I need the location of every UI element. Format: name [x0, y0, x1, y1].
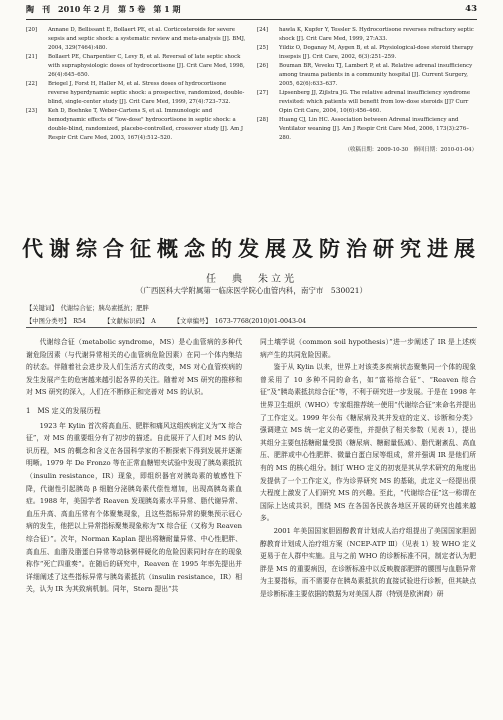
classification-line [26, 316, 322, 325]
document-code: 【文献标识码】 A [104, 318, 156, 325]
article-title: 代谢综合征概念的发展及防治研究进展 [22, 236, 481, 261]
reference-text: hawla K, Kupfer Y, Tessler S. Hydrocortisone reverses refractory septic shock [J]. Crit Care Med, 1999, 27:A33. [279, 27, 474, 42]
reference-item [257, 89, 477, 116]
body-paragraph: 同土壤学说（common soil hypothesis）”进一步阐述了 IR 是上述疾病产生的共同危险因素。 [260, 338, 476, 359]
reference-text: Huang CJ, Lin HC. Association between Adrenal insufficiency and Ventilator weaning [J]. Am J Respir Crit Care Med, 2006, 173(3):276–280. [279, 117, 469, 141]
section-heading: 1 MS 定义的发展历程 [26, 406, 101, 415]
reference-item [257, 26, 477, 44]
reference-text: Annane D, Bellissant E, Bollaert PE, et al. Corticosteroids for severe sepsis and septic shock: a systematic review and meta-analysis [J]. BMJ, 2004, 329(7464):480. [48, 27, 246, 51]
reference-number: [25] [257, 45, 269, 51]
reference-number: [27] [257, 90, 269, 96]
reference-item [26, 53, 246, 80]
article-number: 【文章编号】 1673-7768(2010)01-0043-04 [173, 318, 307, 325]
reference-text: Bouman BR, Veveku TJ, Lambert P, et al. Relative adrenal insufficiency among trauma patients in a community hospital [J]. Current Surgery, 2005, 62(6):633–637. [279, 63, 473, 87]
meta-rule [26, 327, 477, 328]
authors: 任 典 朱立光 [206, 274, 297, 285]
running-header [26, 4, 477, 18]
page-number: 43 [465, 4, 477, 14]
reference-number: [23] [26, 108, 38, 114]
journal-info: 陶 刊 2010 年 2 月 第 5 卷 第 1 期 [26, 4, 181, 14]
keywords: 【关键词】 代谢综合征；胰岛素抵抗；肥胖 [26, 305, 149, 312]
reference-number: [22] [26, 81, 38, 87]
reference-number: [26] [257, 63, 269, 69]
reference-number: [24] [257, 27, 269, 33]
reference-item [257, 116, 477, 143]
reference-number: [21] [26, 54, 38, 60]
reference-item [26, 107, 246, 143]
references-left [26, 26, 246, 143]
reference-item [26, 26, 246, 53]
body-paragraph: 2001 年美国国家胆固醇教育计划成人治疗组提出了美国国家胆固醇教育计划成人治疗组方案（NCEP-ATP Ⅲ）（见表 1）较 WHO 定义更易于在人群中实施。且与之前 WHO 的诊断标准不同，制定者认为肥胖是 MS 的重要病因，在诊断标准中以反映腹部肥胖的腰围与血脂异常为主要指标，而不需要存在胰岛素抵抗的直接试验进行诊断，但其缺点是诊断标准主要依据的数据为对美国人群（特别是欧洲裔）研 [260, 526, 476, 598]
header-rule [26, 19, 477, 20]
reference-number: [20] [26, 27, 38, 33]
body-column-left [26, 336, 242, 596]
reference-item [257, 62, 477, 89]
reference-text: Briegel J, Forst H, Haller M, et al. Stress doses of hydrocortisone reverse hyperdynamic septic shock: a prospective, randomized, double-blind, single-center study [J]. Crit Care Med, 1999, 27(4):723–732. [48, 81, 245, 105]
body-paragraph: 1923 年 Kylin 首次将高血压、肥胖和痛风这组疾病定义为“X 综合征”，对 MS 的重要组分有了初步的描述。自此展开了人们对 MS 的认识历程，MS 的概念和含义在各国科学家的不断探索下得到发展并逐渐明晰。1979 年 De Fronzo 等在正常血糖钳夹试验中发现了胰岛素抵抗（insulin resistance，IR）现象，即组织器官对胰岛素的敏感性下降，代谢性引起胰岛 β 细胞分泌胰岛素代偿性增加，出现高胰岛素血症。1988 年，美国学者 Reaven 发现胰岛素水平异常、脂代谢异常、血压升高、高血压常有个体聚集现象，且这些指标异常的聚集预示冠心病的发生，他把以上异常指标聚集现象称为“X 综合征（又称为 Reaven 综合征）”。次年，Norman Kaplan 提出将糖耐量异常、中心性肥胖、高血压、血脂及脂蛋白异常等动脉粥样硬化的危险因素同时存在的现象称作“死亡四重奏”。在随后的研究中，Reaven 在 1995 年率先提出并详细阐述了这些指标异常与胰岛素抵抗（insulin resistance，IR）相关，认为 IR 为其致病机制。同年，Stern 提出“共 [26, 421, 242, 594]
reference-number: [28] [257, 117, 269, 123]
intro-paragraph: 代谢综合征（metabolic syndrome，MS）是心血管病的多种代谢危险因素（与代谢异常相关的心血管病危险因素）在同一个体内集结的状态。伴随着社会进步及人们生活方式的改变，MS 对心血管疾病的发生发展产生的危害越来越引起各界的关注。随着对 MS 研究的推移和对 MS 研究的深入，人们在不断修正和完善对 MS 的认识。 [26, 338, 242, 397]
body-paragraph: 鉴于从 Kylin 以来，世界上对该类多疾病状态聚集同一个体的现象曾采用了 10 多种不同的命名，如“富裕综合征”、“Reaven 综合征”及“胰岛素抵抗综合征”等，不利于研究进一步发展。于是在 1998 年世界卫生组织（WHO）专家组推荐统一使用“代谢综合征”来命名并提出了工作定义。1999 年公布《糖尿病及其并发症的定义、诊断和分类》强调建立 MS 统一定义的必要性，并提供了相关参数（见表 1），提出其组分主要包括糖耐量受损（糖尿病、糖耐量低减）、脂代谢紊乱、高血压、肥胖或中心性肥胖、微量白蛋白尿等组成，常并强调 IR 是他们所有的 MS 的核心组分。制订 WHO 定义的初衷是其从学术研究的角度出发提供了一个工作定义，作为诊界研究 MS 的基础，此定义一经提出很大程度上激发了人们研究 MS 的兴趣。至此，“代谢综合征”这一称谓在国际上达成共识，围绕 MS 在各国各民族各地区开展的研究也越来越多。 [260, 363, 476, 523]
clc-number: 【中图分类号】 R54 [26, 318, 86, 325]
reference-text: Bollaert PE, Charpentier C, Levy B, et al. Reversal of late septic shock with supraphysiologic doses of hydrocortisone [J]. Crit Care Med, 1998, 26(4):645–650. [48, 54, 245, 78]
received-dates: （收稿日期：2009-10-30 修回日期：2010-01-04） [344, 147, 477, 153]
reference-text: Yildiz O, Doganay M, Aygen B, et al. Physiological-dose steroid therapy insepsis [J]. Crit Care, 2002, 6(3):251–259. [279, 45, 474, 60]
reference-item [257, 44, 477, 62]
reference-text: Keh D, Boehnke T, Weber-Cartens S, et al. Immunologic and hemodynamic effects of "low-dose" hydrocortisone in septic shock: a double-blind, randomized, placebo-controlled, crossover study [J]. Am J Respir Crit Care Med, 2003, 167(4):512–520. [48, 108, 244, 141]
affiliation: （广西医科大学附属第一临床医学院心血管内科，南宁市 530021） [135, 286, 368, 295]
body-column-right [260, 336, 476, 600]
references-right [257, 26, 477, 155]
reference-item [26, 80, 246, 107]
reference-text: Lipsenberg JJ, Zijlstra JG. The relative adrenal insufficiency syndrome revisited: which patients will benefit from low-dose steroids [J]? Curr Opin Crit Care, 2004, 10(6):456–460. [279, 90, 471, 114]
